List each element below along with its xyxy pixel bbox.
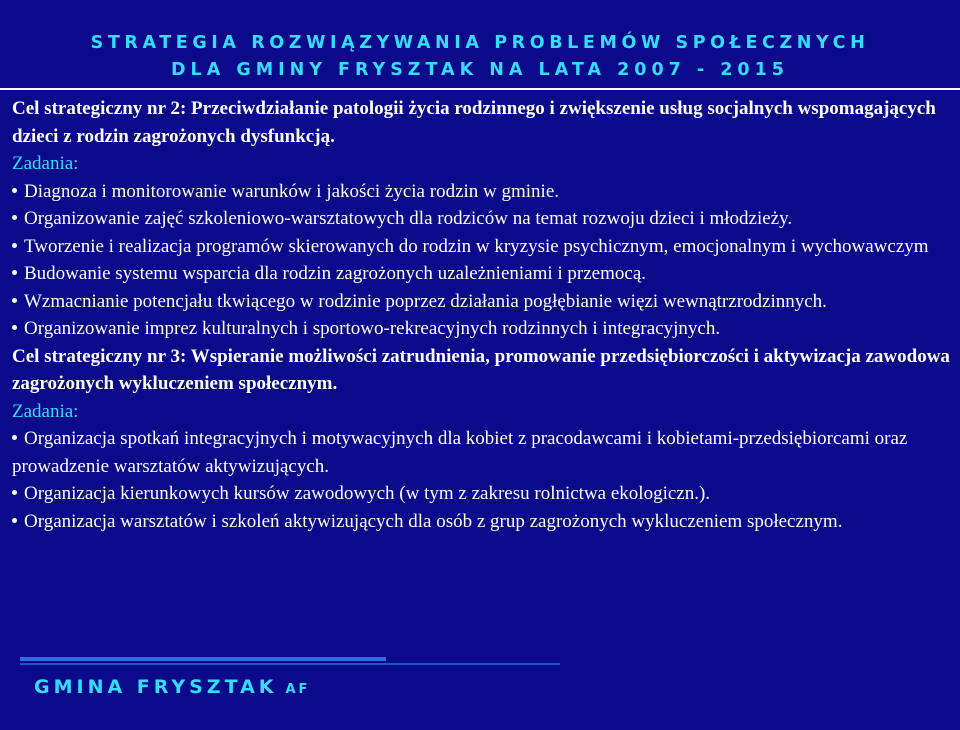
header-divider xyxy=(0,88,960,90)
task-text: Tworzenie i realizacja programów skierowanych do rodzin w kryzysie psychicznym, emocjonalnym i wychowawczym xyxy=(24,235,929,257)
task-text: Organizowanie zajęć szkoleniowo-warsztatowych dla rodziców na temat rozwoju dzieci i młodzieży. xyxy=(24,208,793,229)
task-item xyxy=(12,508,952,536)
task-item xyxy=(12,260,952,288)
task-item xyxy=(12,288,952,316)
footer-name: GMINA FRYSZTAK xyxy=(34,676,278,698)
tasks-label-1: Zadania: xyxy=(12,153,79,174)
task-text: Wzmacnianie potencjału tkwiącego w rodzinie poprzez działania pogłębianie więzi wewnątrzrodzinnych. xyxy=(24,290,827,312)
header-line-2: DLA GMINY FRYSZTAK NA LATA 2007 - 2015 xyxy=(171,60,789,80)
task-text: Organizacja warsztatów i szkoleń aktywizujących dla osób z grup zagrożonych wykluczeniem społecznym. xyxy=(24,510,843,532)
strategic-goal-2: Cel strategiczny nr 2: Przeciwdziałanie patologii życia rodzinnego i zwiększenie usług socjalnych wspomagających dzieci z rodzin zagrożonych dysfunkcją. xyxy=(12,98,936,147)
footer-suffix: AF xyxy=(285,682,311,697)
task-text: Organizacja spotkań integracyjnych i motywacyjnych dla kobiet z pracodawcami i kobietami-przedsiębiorcami oraz prowadzenie warsztatów aktywizujących. xyxy=(12,428,908,477)
bullet-icon xyxy=(12,518,17,523)
task-text: Budowanie systemu wsparcia dla rodzin zagrożonych uzależnieniami i przemocą. xyxy=(24,263,647,284)
footer-org-name xyxy=(34,676,310,698)
task-item xyxy=(12,425,952,480)
task-item xyxy=(12,205,952,233)
strategic-goal-3: Cel strategiczny nr 3: Wspieranie możliwości zatrudnienia, promowanie przedsiębiorczości i aktywizacja zawodowa zagrożonych wykluczeniem społecznym. xyxy=(12,345,950,394)
bullet-icon xyxy=(12,215,17,220)
slide-content xyxy=(12,95,952,535)
task-item xyxy=(12,480,952,508)
bullet-icon xyxy=(12,435,17,440)
tasks-label-2: Zadania: xyxy=(12,400,79,422)
task-item xyxy=(12,315,952,343)
bullet-icon xyxy=(12,188,17,193)
slide-header xyxy=(0,30,960,84)
bullet-icon xyxy=(12,490,17,495)
task-text: Diagnoza i monitorowanie warunków i jakości życia rodzin w gminie. xyxy=(24,180,560,202)
bullet-icon xyxy=(12,298,17,303)
footer-bar-thin xyxy=(20,663,560,665)
task-text: Organizacja kierunkowych kursów zawodowych (w tym z zakresu rolnictwa ekologiczn.). xyxy=(24,483,711,504)
footer-bar xyxy=(20,657,386,661)
bullet-icon xyxy=(12,325,17,330)
header-line-1: STRATEGIA ROZWIĄZYWANIA PROBLEMÓW SPOŁECZNYCH xyxy=(90,33,870,53)
task-item xyxy=(12,178,952,206)
task-item xyxy=(12,233,952,261)
bullet-icon xyxy=(12,270,17,275)
task-text: Organizowanie imprez kulturalnych i sportowo-rekreacyjnych rodzinnych i integracyjnych. xyxy=(24,318,721,339)
bullet-icon xyxy=(12,243,17,248)
